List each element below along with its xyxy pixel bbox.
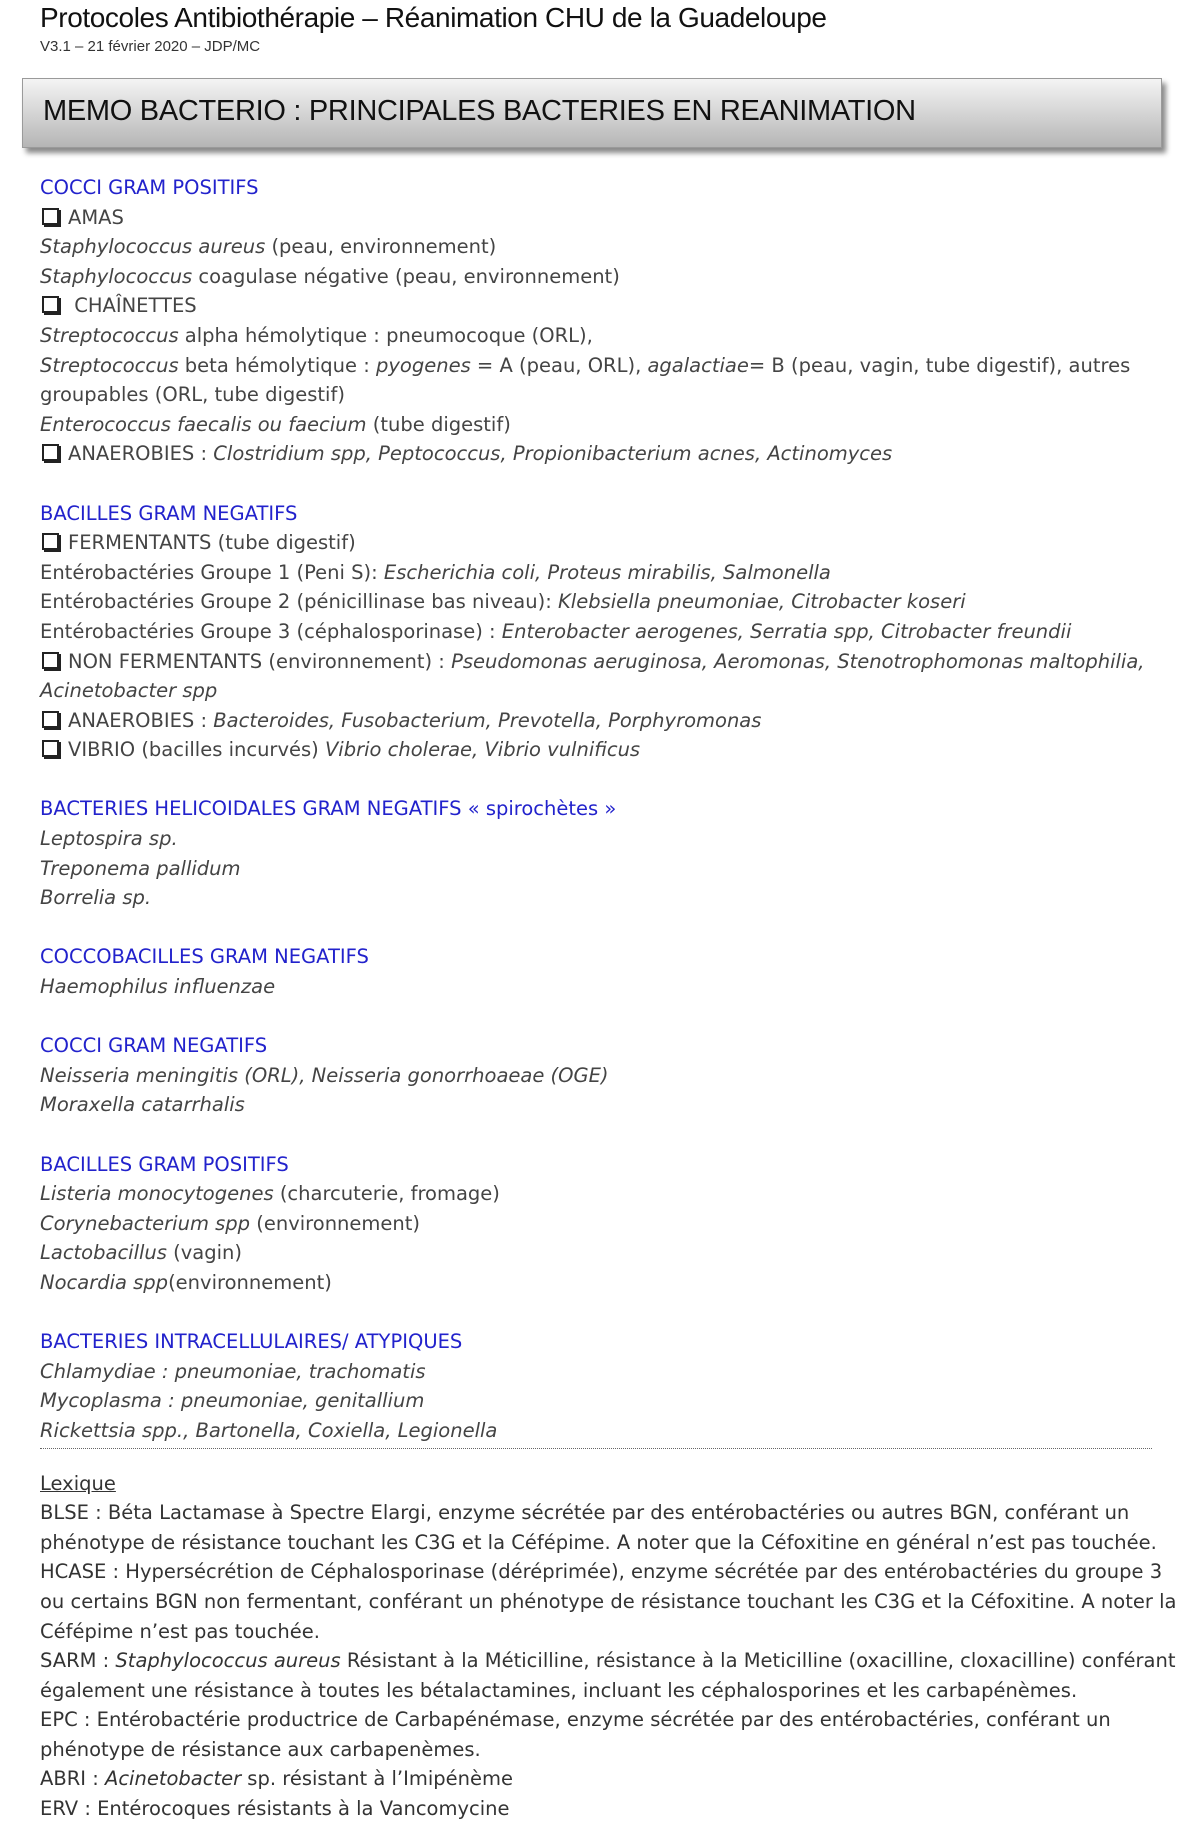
list-item: Nocardia spp(environnement) bbox=[40, 1270, 332, 1294]
section-heading-bacilles-gram-negatifs: BACILLES GRAM NEGATIFS bbox=[40, 501, 298, 525]
checkbox-bullet-icon bbox=[42, 208, 59, 225]
section-heading-coccobacilles-gram-negatifs: COCCOBACILLES GRAM NEGATIFS bbox=[40, 945, 369, 969]
list-item: Streptococcus beta hémolytique : pyogenes = A (peau, ORL), agalactiae= B (peau, vagin, tube digestif), autres bbox=[40, 353, 1131, 377]
list-item: Leptospira sp. bbox=[40, 827, 178, 851]
dotted-separator bbox=[40, 1448, 1152, 1449]
list-item: AMAS bbox=[40, 203, 1190, 233]
list-item: Treponema pallidum bbox=[40, 856, 241, 880]
list-item: Lactobacillus (vagin) bbox=[40, 1241, 242, 1265]
list-item: Staphylococcus coagulase négative (peau, environnement) bbox=[40, 264, 620, 288]
list-item: CHAÎNETTES bbox=[40, 291, 1190, 321]
checkbox-bullet-icon bbox=[42, 652, 59, 669]
list-item: Entérobactéries Groupe 3 (céphalosporinase) : Enterobacter aerogenes, Serratia spp, Citrobacter freundii bbox=[40, 619, 1072, 643]
lexique-entry-hcase: HCASE : Hypersécrétion de Céphalosporinase (déréprimée), enzyme sécrétée par des entérobactéries du groupe 3 ou certains BGN non fermentant, conférant un phénotype de résistance touchant les C3G et la Céfoxitine. A noter la Céfépime n’est pas touchée. bbox=[40, 1560, 1177, 1643]
document-title: Protocoles Antibiothérapie – Réanimation CHU de la Guadeloupe bbox=[40, 2, 827, 33]
document-page bbox=[40, 0, 1190, 1821]
section-heading-cocci-gram-positifs: COCCI GRAM POSITIFS bbox=[40, 176, 259, 199]
section-heading-bacilles-gram-positifs: BACILLES GRAM POSITIFS bbox=[40, 1152, 289, 1176]
list-item: Acinetobacter spp bbox=[40, 679, 218, 703]
list-item: VIBRIO (bacilles incurvés) Vibrio cholerae, Vibrio vulnificus bbox=[40, 735, 1190, 765]
memo-content bbox=[40, 173, 1190, 1824]
list-item: Moraxella catarrhalis bbox=[40, 1093, 245, 1117]
section-heading-bacteries-intracellulaires: BACTERIES INTRACELLULAIRES/ ATYPIQUES bbox=[40, 1330, 463, 1354]
list-item: Rickettsia spp., Bartonella, Coxiella, Legionella bbox=[40, 1418, 498, 1442]
lexique-entry-epc: EPC : Entérobactérie productrice de Carbapénémase, enzyme sécrétée par des entérobactéries, conférant un phénotype de résistance aux carbapenèmes. bbox=[40, 1708, 1111, 1761]
lexique-entry-blse: BLSE : Béta Lactamase à Spectre Elargi, enzyme sécrétée par des entérobactéries ou autres BGN, conférant un phénotype de résistance touchant les C3G et la Céfépime. A noter que la Céfoxitine en général n’est pas touchée. bbox=[40, 1501, 1157, 1554]
list-item: Haemophilus influenzae bbox=[40, 975, 276, 999]
checkbox-bullet-icon bbox=[42, 711, 59, 728]
list-item: Listeria monocytogenes (charcuterie, fromage) bbox=[40, 1182, 500, 1206]
lexique-entry-abri: ABRI : Acinetobacter sp. résistant à l’Imipénème bbox=[40, 1767, 514, 1791]
list-item: ANAEROBIES : Bacteroides, Fusobacterium, Prevotella, Porphyromonas bbox=[40, 706, 1190, 736]
lexique-title: Lexique bbox=[40, 1471, 116, 1495]
checkbox-bullet-icon bbox=[42, 740, 59, 757]
list-item: ANAEROBIES : Clostridium spp, Peptococcus, Propionibacterium acnes, Actinomyces bbox=[40, 439, 1190, 469]
list-item: Mycoplasma : pneumoniae, genitallium bbox=[40, 1389, 425, 1413]
list-item: Streptococcus alpha hémolytique : pneumocoque (ORL), bbox=[40, 323, 593, 347]
checkbox-bullet-icon bbox=[42, 444, 59, 461]
document-version: V3.1 – 21 février 2020 – JDP/MC bbox=[40, 38, 261, 55]
list-item: NON FERMENTANTS (environnement) : Pseudomonas aeruginosa, Aeromonas, Stenotrophomonas maltophilia, bbox=[40, 647, 1190, 677]
list-item: groupables (ORL, tube digestif) bbox=[40, 383, 345, 407]
list-item: Borrelia sp. bbox=[40, 886, 152, 910]
list-item: FERMENTANTS (tube digestif) bbox=[40, 528, 1190, 558]
list-item: Corynebacterium spp (environnement) bbox=[40, 1211, 421, 1235]
list-item: Neisseria meningitis (ORL), Neisseria gonorrhoaeae (OGE) bbox=[40, 1063, 609, 1087]
list-item: Chlamydiae : pneumoniae, trachomatis bbox=[40, 1359, 426, 1383]
checkbox-bullet-icon bbox=[42, 533, 59, 550]
section-heading-cocci-gram-negatifs: COCCI GRAM NEGATIFS bbox=[40, 1034, 268, 1058]
list-item: Entérobactéries Groupe 2 (pénicillinase bas niveau): Klebsiella pneumoniae, Citrobacter koseri bbox=[40, 590, 966, 614]
lexique-entry-erv: ERV : Entérocoques résistants à la Vancomycine bbox=[40, 1797, 510, 1821]
memo-banner bbox=[22, 78, 1162, 148]
list-item: Staphylococcus aureus (peau, environnement) bbox=[40, 235, 497, 259]
memo-banner-title: MEMO BACTERIO : PRINCIPALES BACTERIES EN REANIMATION bbox=[43, 95, 916, 127]
section-heading-bacteries-helicoidales: BACTERIES HELICOIDALES GRAM NEGATIFS « spirochètes » bbox=[40, 797, 617, 821]
lexique-entry-sarm: SARM : Staphylococcus aureus Résistant à la Méticilline, résistance à la Meticilline (oxacilline, cloxacilline) conférant également une résistance à toutes les bétalactamines, incluant les céphalosporines et les carbapénèmes. bbox=[40, 1649, 1176, 1702]
checkbox-bullet-icon bbox=[42, 296, 59, 313]
list-item: Enterococcus faecalis ou faecium (tube digestif) bbox=[40, 412, 511, 436]
list-item: Entérobactéries Groupe 1 (Peni S): Escherichia coli, Proteus mirabilis, Salmonella bbox=[40, 560, 831, 584]
